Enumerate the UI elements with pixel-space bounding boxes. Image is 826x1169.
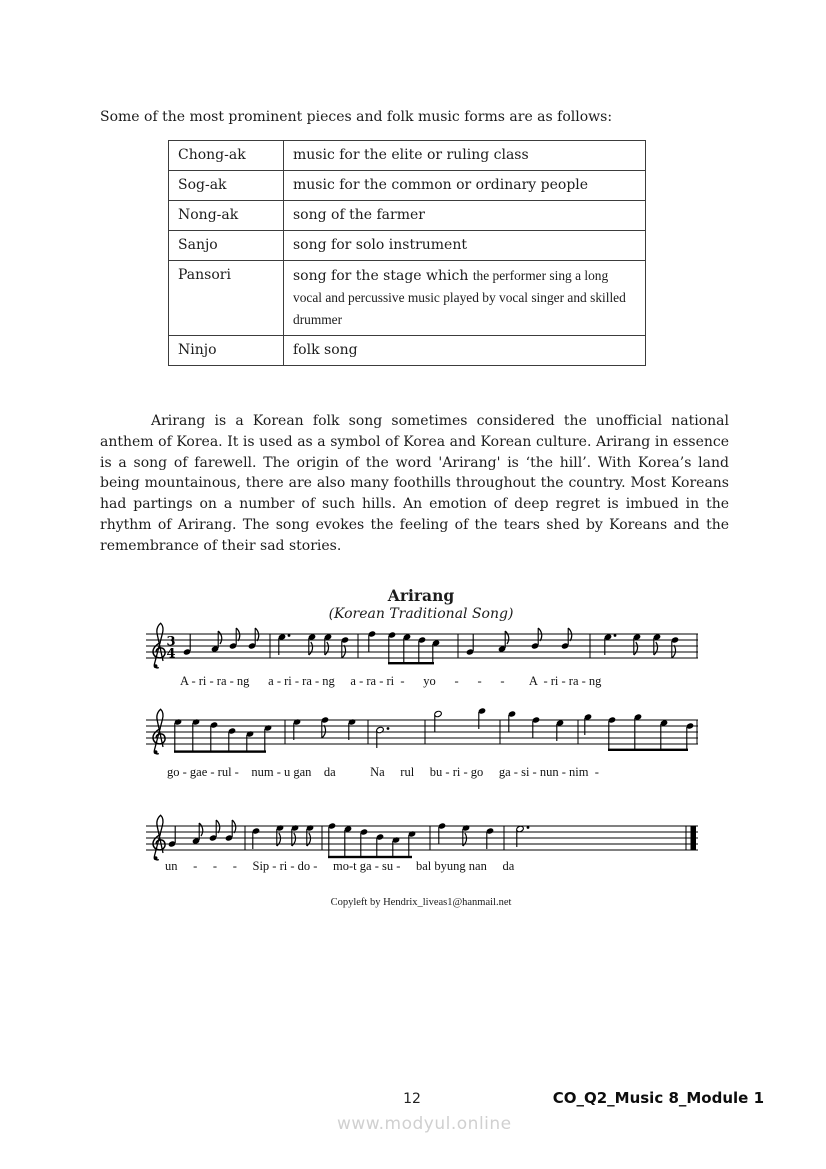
table-row	[169, 171, 646, 201]
time-signature	[166, 635, 175, 662]
term-cell: Sog-ak	[169, 171, 284, 201]
svg-text:4: 4	[166, 646, 176, 662]
definition-cell: song of the farmer	[284, 201, 646, 231]
staff-1	[140, 622, 702, 672]
definition-cell: music for the common or ordinary people	[284, 171, 646, 201]
term-cell: Pansori	[169, 261, 284, 336]
term-cell: Nong-ak	[169, 201, 284, 231]
notes	[174, 708, 697, 753]
svg-text:3: 3	[166, 634, 176, 650]
staff-2	[140, 708, 702, 758]
definition-cell: song for solo instrument	[284, 231, 646, 261]
definition-continuation: the performer sing a long vocal and percussive music played by vocal singer and skilled drummer	[293, 268, 626, 327]
lyrics-line-2: go - gae - rul - num - u gan da Na rul bu - ri - go ga - si - nun - nim -	[167, 765, 599, 779]
term-cell: Sanjo	[169, 231, 284, 261]
beam	[328, 856, 412, 858]
table-row	[169, 201, 646, 231]
score-title: Arirang	[387, 586, 455, 605]
music-score	[140, 586, 702, 931]
score-subtitle: (Korean Traditional Song)	[328, 606, 514, 622]
arirang-paragraph: Arirang is a Korean folk song sometimes considered the unofficial national anthem of Korea. It is used as a symbol of Korea and Korean culture. Arirang in essence is a song of farewell. The origin of the word 'Arirang' is ‘the hill’. With Korea’s land being mountainous, there are also many foothills throughout the country. Most Koreans had partings on a number of such hills. An emotion of deep regret is imbued in the rhythm of Arirang. The song evokes the feeling of the tears shed by Koreans and the remembrance of their sad stories.	[100, 413, 729, 554]
term-cell: Ninjo	[169, 336, 284, 366]
table-row	[169, 261, 646, 336]
definition-cell: music for the elite or ruling class	[284, 141, 646, 171]
module-code: CO_Q2_Music 8_Module 1	[552, 1089, 764, 1107]
lyrics-line-3: un - - - Sip - ri - do - mo-t ga - su - bal byung nan da	[165, 859, 515, 873]
beam	[174, 750, 266, 752]
lyrics-line-1: A - ri - ra - ng a - ri - ra - ng a - ra - ri - yo - - - A - ri - ra - ng	[180, 674, 602, 688]
table-row	[169, 141, 646, 171]
beam	[388, 662, 434, 664]
table-row	[169, 336, 646, 366]
watermark: www.modyul.online	[337, 1114, 512, 1134]
score-credit: Copyleft by Hendrix_liveas1@hanmail.net	[330, 897, 512, 908]
term-cell: Chong-ak	[169, 141, 284, 171]
table-row	[169, 231, 646, 261]
intro-line: Some of the most prominent pieces and folk music forms are as follows:	[100, 109, 613, 125]
music-forms-table	[168, 140, 646, 366]
page-number: 12	[403, 1091, 421, 1107]
definition-text: song for the stage which	[293, 268, 473, 284]
staff-3	[140, 814, 702, 864]
definition-cell	[284, 261, 646, 336]
beam	[608, 749, 688, 751]
definition-cell: folk song	[284, 336, 646, 366]
